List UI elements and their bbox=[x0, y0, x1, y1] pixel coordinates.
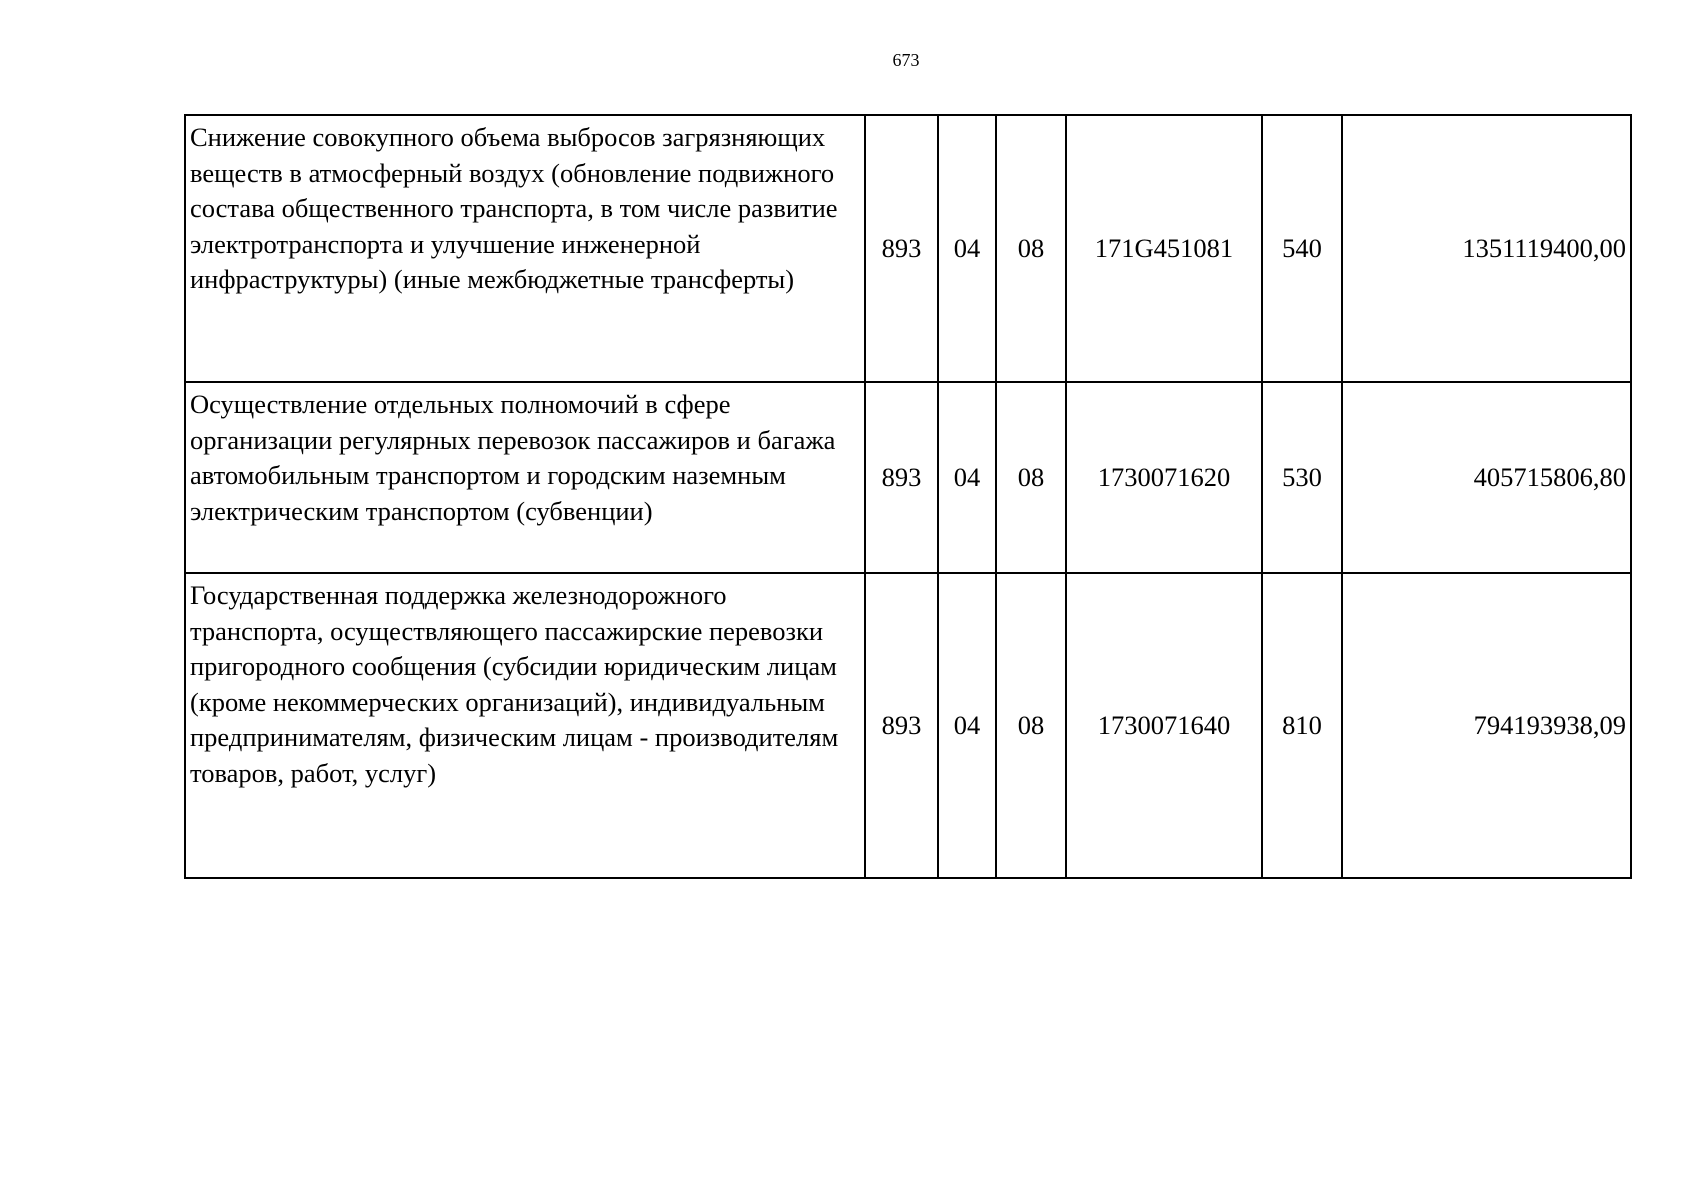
expense-type-cell: 810 bbox=[1262, 573, 1342, 878]
section-code-cell: 04 bbox=[938, 115, 996, 382]
target-article-cell: 171G451081 bbox=[1066, 115, 1262, 382]
expense-name-cell: Осуществление отдельных полномочий в сфере организации регулярных перевозок пассажиров и багажа автомобильным транспортом и городским наземным электрическим транспортом (субвенции) bbox=[185, 382, 865, 573]
table-row bbox=[185, 573, 1631, 878]
subsection-code-cell: 08 bbox=[996, 573, 1066, 878]
amount-cell: 405715806,80 bbox=[1342, 382, 1631, 573]
table-row bbox=[185, 382, 1631, 573]
amount-cell: 1351119400,00 bbox=[1342, 115, 1631, 382]
target-article-cell: 1730071620 bbox=[1066, 382, 1262, 573]
expense-type-cell: 540 bbox=[1262, 115, 1342, 382]
page-number: 673 bbox=[892, 50, 920, 70]
ministry-code-cell: 893 bbox=[865, 382, 938, 573]
expense-type-cell: 530 bbox=[1262, 382, 1342, 573]
section-code-cell: 04 bbox=[938, 573, 996, 878]
subsection-code-cell: 08 bbox=[996, 382, 1066, 573]
expense-name-cell: Государственная поддержка железнодорожного транспорта, осуществляющего пассажирские перевозки пригородного сообщения (субсидии юридическим лицам (кроме некоммерческих организаций), индивидуальным предпринимателям, физическим лицам - производителям товаров, работ, услуг) bbox=[185, 573, 865, 878]
budget-table bbox=[184, 114, 1632, 879]
ministry-code-cell: 893 bbox=[865, 115, 938, 382]
amount-cell: 794193938,09 bbox=[1342, 573, 1631, 878]
section-code-cell: 04 bbox=[938, 382, 996, 573]
table-row bbox=[185, 115, 1631, 382]
subsection-code-cell: 08 bbox=[996, 115, 1066, 382]
ministry-code-cell: 893 bbox=[865, 573, 938, 878]
expense-name-cell: Снижение совокупного объема выбросов загрязняющих веществ в атмосферный воздух (обновление подвижного состава общественного транспорта, в том числе развитие электротранспорта и улучшение инженерной инфраструктуры) (иные межбюджетные трансферты) bbox=[185, 115, 865, 382]
target-article-cell: 1730071640 bbox=[1066, 573, 1262, 878]
